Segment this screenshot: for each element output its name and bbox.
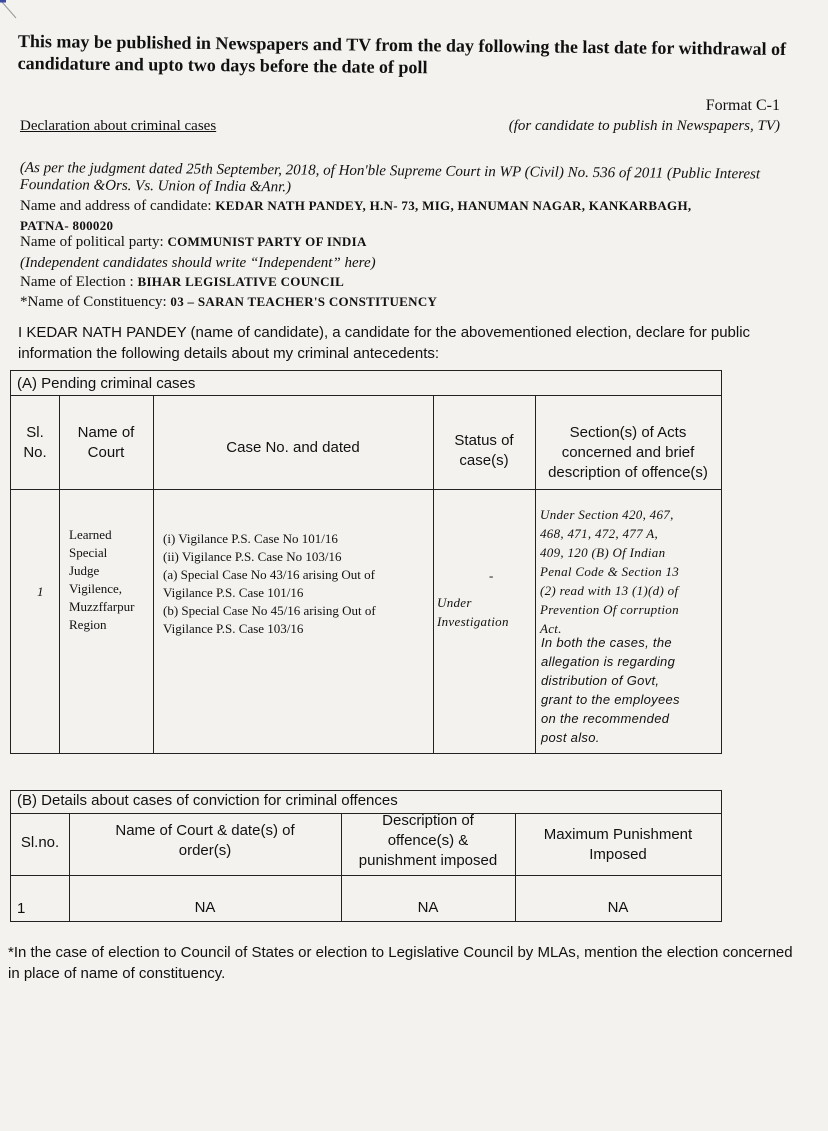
judgment-reference: (As per the judgment dated 25th September, 2018, of Hon'ble Supreme Court in WP (Civil) No. 536 of 2011 (Public Interest Foundation &Ors. Vs. Union of India &Anr.) xyxy=(19,160,761,196)
name-address-label: Name and address of candidate: xyxy=(20,198,212,214)
independent-note: (Independent candidates should write “Independent” here) xyxy=(20,255,376,271)
header-description: Description of offence(s) & punishment imposed xyxy=(358,812,498,869)
party-label: Name of political party: xyxy=(20,234,164,250)
fold-mark-icon xyxy=(0,0,40,30)
row-court: Learned Special Judge Vigilence, Muzzffarpur Region xyxy=(69,527,135,632)
footnote: *In the case of election to Council of States or election to Legislative Council by MLAs, mention the election concerned in place of name of constituency. xyxy=(8,944,793,982)
row-status-mark: - xyxy=(489,568,494,583)
row-court: NA xyxy=(194,899,216,916)
header-case-no: Case No. and dated xyxy=(226,439,360,456)
row-case-no: (i) Vigilance P.S. Case No 101/16 (ii) Vigilance P.S. Case No 103/16 (a) Special Case No 43/16 arising Out of Vigilance P.S. Case 101/16 (b) Special Case No 45/16 arising Out of Vigilance P.S. Case 103/16 xyxy=(163,531,376,636)
convictions-title: (B) Details about cases of conviction for criminal offences xyxy=(17,792,398,809)
convictions-table xyxy=(10,790,722,922)
election-name xyxy=(20,274,344,291)
publish-note: This may be published in Newspapers and TV from the day following the last date for withdrawal of candidature and upto two days before the date of poll xyxy=(17,30,787,78)
name-address-value-2: PATNA- 800020 xyxy=(20,218,114,233)
header-court: Name of Court xyxy=(77,424,135,461)
header-divider xyxy=(11,489,721,490)
row-punishment: NA xyxy=(607,899,629,916)
election-value: BIHAR LEGISLATIVE COUNCIL xyxy=(137,274,345,289)
header-max-punishment: Maximum Punishment Imposed xyxy=(543,826,693,863)
pending-cases-title: (A) Pending criminal cases xyxy=(11,371,721,396)
political-party xyxy=(20,234,367,251)
row-status: Under Investigation xyxy=(437,595,509,629)
header-sl-no: Sl. No. xyxy=(23,424,47,461)
constituency-value: 03 – SARAN TEACHER'S CONSTITUENCY xyxy=(170,294,438,309)
party-value: COMMUNIST PARTY OF INDIA xyxy=(167,234,367,249)
pending-cases-table xyxy=(10,370,722,754)
header-status: Status of case(s) xyxy=(454,432,514,469)
candidate-name-address xyxy=(20,198,691,215)
row-sl: 1 xyxy=(17,900,26,917)
format-subtitle: (for candidate to publish in Newspapers, TV) xyxy=(508,118,780,134)
declaration-title: Declaration about criminal cases xyxy=(20,118,217,134)
election-label: Name of Election : xyxy=(20,274,134,290)
header-divider xyxy=(11,875,721,876)
row-sections: Under Section 420, 467, 468, 471, 472, 477 A, 409, 120 (B) Of Indian Penal Code & Section 13 (2) read with 13 (1)(d) of Prevention Of corruption Act. xyxy=(540,507,680,636)
declaration-text: I KEDAR NATH PANDEY (name of candidate), a candidate for the abovementioned election, declare for public information the following details about my criminal antecedents: xyxy=(18,324,751,362)
header-court-order: Name of Court & date(s) of order(s) xyxy=(115,822,295,859)
format-label: Format C-1 xyxy=(705,97,780,114)
row-description: NA xyxy=(417,899,439,916)
row-sl: 1 xyxy=(37,584,44,599)
header-sl-no: Sl.no. xyxy=(20,834,60,851)
constituency-label: *Name of Constituency: xyxy=(20,294,167,310)
constituency-name xyxy=(20,294,437,311)
name-address-value: KEDAR NATH PANDEY, H.N- 73, MIG, HANUMAN NAGAR, KANKARBAGH, xyxy=(215,198,692,213)
row-allegation: In both the cases, the allegation is regarding distribution of Govt, grant to the employees on the recommended post also. xyxy=(541,635,680,745)
header-sections: Section(s) of Acts concerned and brief description of offence(s) xyxy=(548,424,708,481)
